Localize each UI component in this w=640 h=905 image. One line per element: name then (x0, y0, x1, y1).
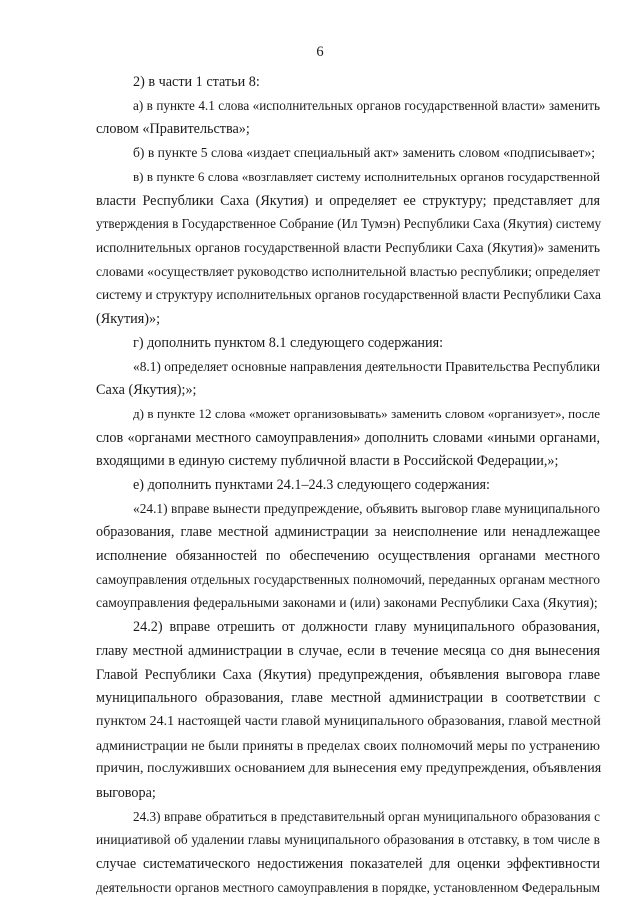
text-line: образования, главе местной администрации за неисполнение или ненадлежащее (96, 524, 600, 540)
text-line: Главой Республики Саха (Якутия) предупреждения, объявления выговора главе (96, 667, 600, 683)
text-line: 2) в части 1 статьи 8: (133, 74, 260, 90)
text-line: пунктом 24.1 настоящей части главой муниципального образования, главой местной (96, 714, 601, 729)
text-line: инициативой об удалении главы муниципального образования в отставку, в том числе в (96, 832, 600, 847)
text-line: Саха (Якутия);»; (96, 382, 197, 398)
text-line: в) в пункте 6 слова «возглавляет систему исполнительных органов государственной (133, 169, 600, 184)
text-line: деятельности органов местного самоуправления в порядке, установленном Федеральным (96, 880, 600, 895)
text-line: словами «осуществляет руководство исполнительной властью республики; определяет (96, 264, 600, 279)
text-line: муниципального образования, главе местной администрации в соответствии с (96, 690, 600, 706)
text-line: власти Республики Саха (Якутия) и определяет ее структуру; представляет для (96, 193, 600, 209)
text-line: е) дополнить пунктами 24.1–24.3 следующего содержания: (133, 477, 491, 493)
text-line: исполнение обязанностей по обеспечению осуществления органами местного (96, 548, 600, 564)
text-line: «24.1) вправе вынести предупреждение, объявить выговор главе муниципального (133, 501, 600, 516)
text-line: самоуправления федеральными законами и (или) законами Республики Саха (Якутия); (96, 595, 598, 610)
text-line: администрации не были приняты в пределах своих полномочий меры по устранению (96, 738, 600, 753)
text-line: б) в пункте 5 слова «издает специальный акт» заменить словом «подписывает»; (133, 145, 596, 160)
text-line: д) в пункте 12 слова «может организовывать» заменить словом «организует», после (133, 406, 600, 421)
text-line: исполнительных органов государственной власти Республики Саха (Якутия)» заменить (96, 240, 600, 255)
text-line: самоуправления отдельных государственных полномочий, переданных органам местного (96, 572, 600, 587)
text-line: утверждения в Государственное Собрание (Ил Тумэн) Республики Саха (Якутия) систему (96, 216, 602, 231)
text-line: 24.2) вправе отрешить от должности главу муниципального образования, (133, 619, 600, 635)
text-line: словом «Правительства»; (96, 121, 250, 137)
text-line: случае систематического недостижения показателей для оценки эффективности (96, 856, 600, 872)
text-line: а) в пункте 4.1 слова «исполнительных органов государственной власти» заменить (133, 98, 600, 113)
text-line: причин, послуживших основанием для вынесения ему предупреждения, объявления (96, 761, 602, 776)
text-line: 24.3) вправе обратиться в представительный орган муниципального образования с (133, 809, 600, 824)
text-line: выговора; (96, 785, 156, 801)
text-line: систему и структуру исполнительных органов государственной власти Республики Саха (96, 287, 601, 302)
text-line: главу местной администрации в случае, если в течение месяца со дня вынесения (96, 643, 600, 659)
page-number: 6 (316, 44, 324, 60)
text-line: (Якутия)»; (96, 311, 161, 327)
text-line: «8.1) определяет основные направления деятельности Правительства Республики (133, 359, 601, 374)
text-line: слов «органами местного самоуправления» дополнить словами «иными органами, (96, 430, 600, 446)
text-line: г) дополнить пунктом 8.1 следующего содержания: (133, 335, 444, 351)
text-line: входящими в единую систему публичной власти в Российской Федерации,»; (96, 453, 559, 469)
